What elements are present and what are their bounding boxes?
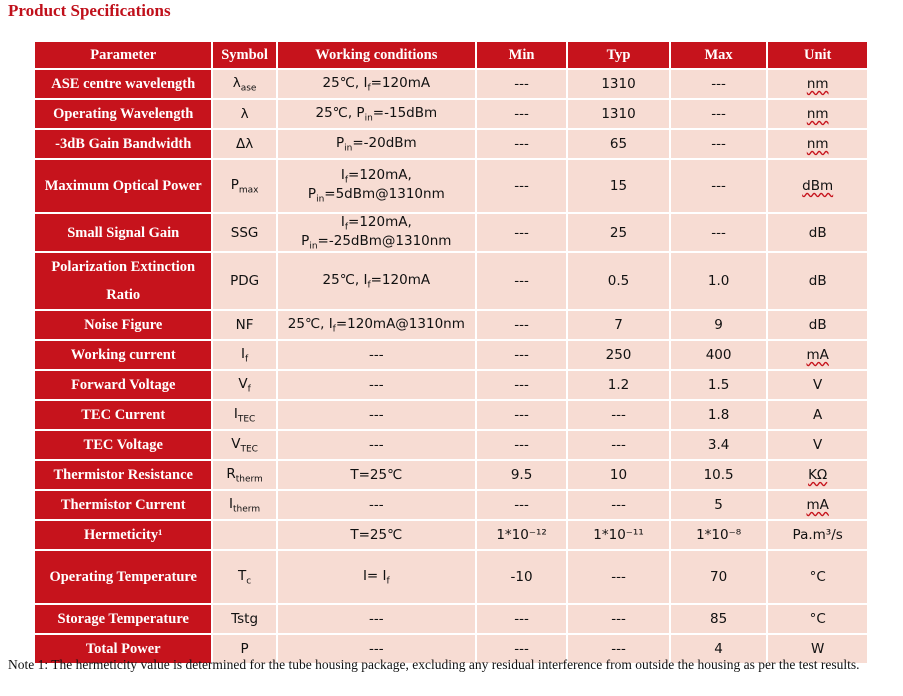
unit-cell: dB (768, 311, 867, 339)
conditions-cell (278, 341, 475, 369)
condition-text: =-20dBm (352, 134, 417, 151)
parameter-cell: Operating Temperature (35, 551, 211, 603)
symbol-cell (213, 401, 275, 429)
symbol-cell (213, 605, 275, 633)
table-row (35, 491, 867, 519)
conditions-cell (278, 491, 475, 519)
parameter-cell: Maximum Optical Power (35, 160, 211, 212)
parameter-cell: TEC Current (35, 401, 211, 429)
conditions-cell (278, 431, 475, 459)
unit-cell: nm (768, 70, 867, 98)
typ-cell: 1.2 (568, 371, 669, 399)
condition-text: =-25dBm@1310nm (317, 232, 452, 249)
table-row (35, 341, 867, 369)
max-cell: --- (671, 130, 766, 158)
typ-cell: 250 (568, 341, 669, 369)
min-cell: --- (477, 431, 566, 459)
min-cell: --- (477, 130, 566, 158)
min-cell: --- (477, 214, 566, 251)
parameter-cell: Thermistor Resistance (35, 461, 211, 489)
condition-text: =-15dBm (372, 104, 438, 121)
max-cell: 1*10⁻⁸ (671, 521, 766, 549)
min-cell: --- (477, 635, 566, 663)
symbol-subscript: therm (235, 474, 263, 485)
specifications-table (33, 40, 869, 665)
condition-text: 25℃, I (287, 316, 333, 333)
header-typ: Typ (568, 42, 669, 68)
table-row (35, 461, 867, 489)
symbol-subscript: ase (240, 83, 257, 94)
unit-cell: °C (768, 605, 867, 633)
conditions-cell (278, 605, 475, 633)
condition-text: T=25℃ (350, 527, 403, 544)
parameter-cell: Working current (35, 341, 211, 369)
unit-cell: V (768, 431, 867, 459)
symbol-cell (213, 341, 275, 369)
header-parameter: Parameter (35, 42, 211, 68)
min-cell: --- (477, 341, 566, 369)
parameter-cell: -3dB Gain Bandwidth (35, 130, 211, 158)
min-cell: --- (477, 253, 566, 309)
unit-cell: dB (768, 253, 867, 309)
min-cell: --- (477, 311, 566, 339)
typ-cell: --- (568, 551, 669, 603)
conditions-cell (278, 371, 475, 399)
conditions-cell (278, 130, 475, 158)
symbol-subscript: therm (233, 504, 261, 515)
symbol-base: λ (240, 106, 249, 122)
conditions-cell (278, 100, 475, 128)
unit-cell: Pa.m³/s (768, 521, 867, 549)
symbol-base: R (226, 466, 236, 483)
condition-text: f (344, 176, 349, 186)
parameter-cell: TEC Voltage (35, 431, 211, 459)
condition-text: P (335, 134, 345, 151)
symbol-cell (213, 100, 275, 128)
unit-cell: KΩ (768, 461, 867, 489)
symbol-base: PDG (230, 273, 260, 290)
table-row (35, 160, 867, 212)
max-cell: 70 (671, 551, 766, 603)
condition-text: in (316, 194, 325, 205)
typ-cell: 10 (568, 461, 669, 489)
condition-text: f (367, 83, 371, 94)
min-cell: --- (477, 160, 566, 212)
parameter-cell: Forward Voltage (35, 371, 211, 399)
symbol-cell (213, 431, 275, 459)
symbol-cell (213, 491, 275, 519)
symbol-base: P (230, 176, 239, 193)
parameter-cell: ASE centre wavelength (35, 70, 211, 98)
symbol-cell (213, 551, 275, 603)
min-cell: 9.5 (477, 461, 566, 489)
parameter-cell: Total Power (35, 635, 211, 663)
max-cell: 9 (671, 311, 766, 339)
max-cell: 3.4 (671, 431, 766, 459)
symbol-subscript: TEC (240, 444, 258, 455)
condition-text: =120mA@1310nm (335, 316, 465, 333)
unit-cell: W (768, 635, 867, 663)
condition-text: I (340, 167, 345, 184)
max-cell: 1.8 (671, 401, 766, 429)
table-row (35, 605, 867, 633)
typ-cell: --- (568, 431, 669, 459)
symbol-base: I (233, 406, 238, 423)
condition-text: =120mA, P (301, 214, 412, 249)
max-cell: 1.0 (671, 253, 766, 309)
condition-text: in (344, 143, 353, 154)
header-min: Min (477, 42, 566, 68)
symbol-subscript: TEC (237, 414, 256, 425)
condition-text: 25℃, P (315, 104, 365, 121)
max-cell: --- (671, 100, 766, 128)
typ-cell: 7 (568, 311, 669, 339)
header-conditions: Working conditions (278, 42, 475, 68)
unit-cell: dBm (768, 160, 867, 212)
unit-cell: °C (768, 551, 867, 603)
table-row (35, 70, 867, 98)
conditions-cell (278, 253, 475, 309)
table-row (35, 431, 867, 459)
typ-cell: --- (568, 401, 669, 429)
typ-cell: 15 (568, 160, 669, 212)
table-row (35, 214, 867, 251)
symbol-cell (213, 160, 275, 212)
min-cell: 1*10⁻¹² (477, 521, 566, 549)
typ-cell: 1*10⁻¹¹ (568, 521, 669, 549)
condition-text: =120mA (370, 272, 431, 289)
symbol-cell (213, 311, 275, 339)
condition-text: =5dBm@1310nm (324, 186, 445, 202)
conditions-cell (278, 521, 475, 549)
header-unit: Unit (768, 42, 867, 68)
symbol-base: P (240, 641, 249, 658)
symbol-cell (213, 461, 275, 489)
table-row (35, 130, 867, 158)
symbol-base: Tstg (231, 611, 259, 628)
condition-text: T=25℃ (350, 467, 403, 484)
symbol-base: I (229, 496, 234, 513)
page-title: Product Specifications (8, 1, 171, 20)
symbol-subscript: c (246, 576, 252, 587)
max-cell: 10.5 (671, 461, 766, 489)
max-cell: 85 (671, 605, 766, 633)
typ-cell: 65 (568, 130, 669, 158)
unit-cell: mA (768, 341, 867, 369)
parameter-cell: Noise Figure (35, 311, 211, 339)
max-cell: --- (671, 214, 766, 251)
table-row (35, 371, 867, 399)
typ-cell: 0.5 (568, 253, 669, 309)
symbol-cell (213, 70, 275, 98)
conditions-cell (278, 311, 475, 339)
condition-text: f (367, 280, 371, 291)
condition-text: --- (369, 377, 384, 394)
typ-cell: --- (568, 491, 669, 519)
condition-text: f (332, 324, 336, 335)
symbol-subscript: f (247, 384, 251, 395)
unit-cell: nm (768, 130, 867, 158)
condition-text: --- (369, 437, 384, 454)
table-header-row (35, 42, 867, 68)
unit-cell: nm (768, 100, 867, 128)
table-row (35, 551, 867, 603)
min-cell: --- (477, 491, 566, 519)
condition-text: =120mA, P (307, 167, 412, 202)
max-cell: --- (671, 160, 766, 212)
condition-text: 25℃, I (322, 74, 368, 91)
table-row (35, 100, 867, 128)
symbol-base: I (241, 346, 245, 363)
symbol-cell (213, 214, 275, 251)
condition-text: --- (369, 347, 384, 364)
symbol-cell (213, 130, 275, 158)
min-cell: --- (477, 605, 566, 633)
min-cell: --- (477, 401, 566, 429)
symbol-cell (213, 371, 275, 399)
condition-text: =120mA (370, 74, 431, 91)
typ-cell: --- (568, 635, 669, 663)
unit-cell: dB (768, 214, 867, 251)
min-cell: --- (477, 70, 566, 98)
symbol-subscript: f (244, 354, 249, 365)
condition-text: 25℃, I (322, 272, 368, 289)
table-row (35, 311, 867, 339)
condition-text: in (364, 113, 373, 124)
max-cell: 4 (671, 635, 766, 663)
header-max: Max (671, 42, 766, 68)
condition-text: --- (369, 497, 384, 514)
table-row (35, 253, 867, 309)
condition-text: --- (369, 611, 384, 628)
min-cell: --- (477, 371, 566, 399)
table-row (35, 521, 867, 549)
min-cell: -10 (477, 551, 566, 603)
unit-cell: mA (768, 491, 867, 519)
condition-text: I= I (362, 568, 387, 585)
max-cell: 5 (671, 491, 766, 519)
typ-cell: --- (568, 605, 669, 633)
conditions-cell (278, 401, 475, 429)
condition-text: --- (369, 641, 384, 658)
header-symbol: Symbol (213, 42, 275, 68)
symbol-subscript: max (238, 185, 259, 196)
parameter-cell: Hermeticity¹ (35, 521, 211, 549)
table-row (35, 401, 867, 429)
condition-text: I (340, 214, 345, 230)
condition-text: in (309, 241, 318, 252)
typ-cell: 1310 (568, 70, 669, 98)
symbol-cell (213, 253, 275, 309)
parameter-cell: Small Signal Gain (35, 214, 211, 251)
typ-cell: 1310 (568, 100, 669, 128)
symbol-base: NF (235, 317, 254, 334)
conditions-cell (278, 160, 475, 212)
unit-cell: A (768, 401, 867, 429)
parameter-cell: Thermistor Current (35, 491, 211, 519)
conditions-cell (278, 461, 475, 489)
min-cell: --- (477, 100, 566, 128)
symbol-base: Δλ (235, 136, 254, 152)
symbol-base: V (231, 436, 241, 453)
max-cell: 400 (671, 341, 766, 369)
footnote: Note 1: The hermeticity value is determined for the tube housing package, excluding any residual interference from outside the housing as per the test results. (8, 657, 860, 672)
unit-cell: V (768, 371, 867, 399)
parameter-cell: Polarization Extinction Ratio (35, 253, 211, 309)
symbol-base: SSG (230, 224, 259, 241)
condition-text: --- (369, 407, 384, 424)
conditions-cell (278, 551, 475, 603)
parameter-cell: Storage Temperature (35, 605, 211, 633)
symbol-base: λ (232, 74, 241, 91)
condition-text: f (344, 222, 349, 233)
conditions-cell (278, 70, 475, 98)
parameter-cell: Operating Wavelength (35, 100, 211, 128)
symbol-base: V (238, 376, 248, 393)
condition-text: f (386, 576, 390, 587)
max-cell: --- (671, 70, 766, 98)
typ-cell: 25 (568, 214, 669, 251)
conditions-cell (278, 214, 475, 251)
symbol-cell (213, 521, 275, 549)
max-cell: 1.5 (671, 371, 766, 399)
symbol-base: T (237, 568, 247, 585)
